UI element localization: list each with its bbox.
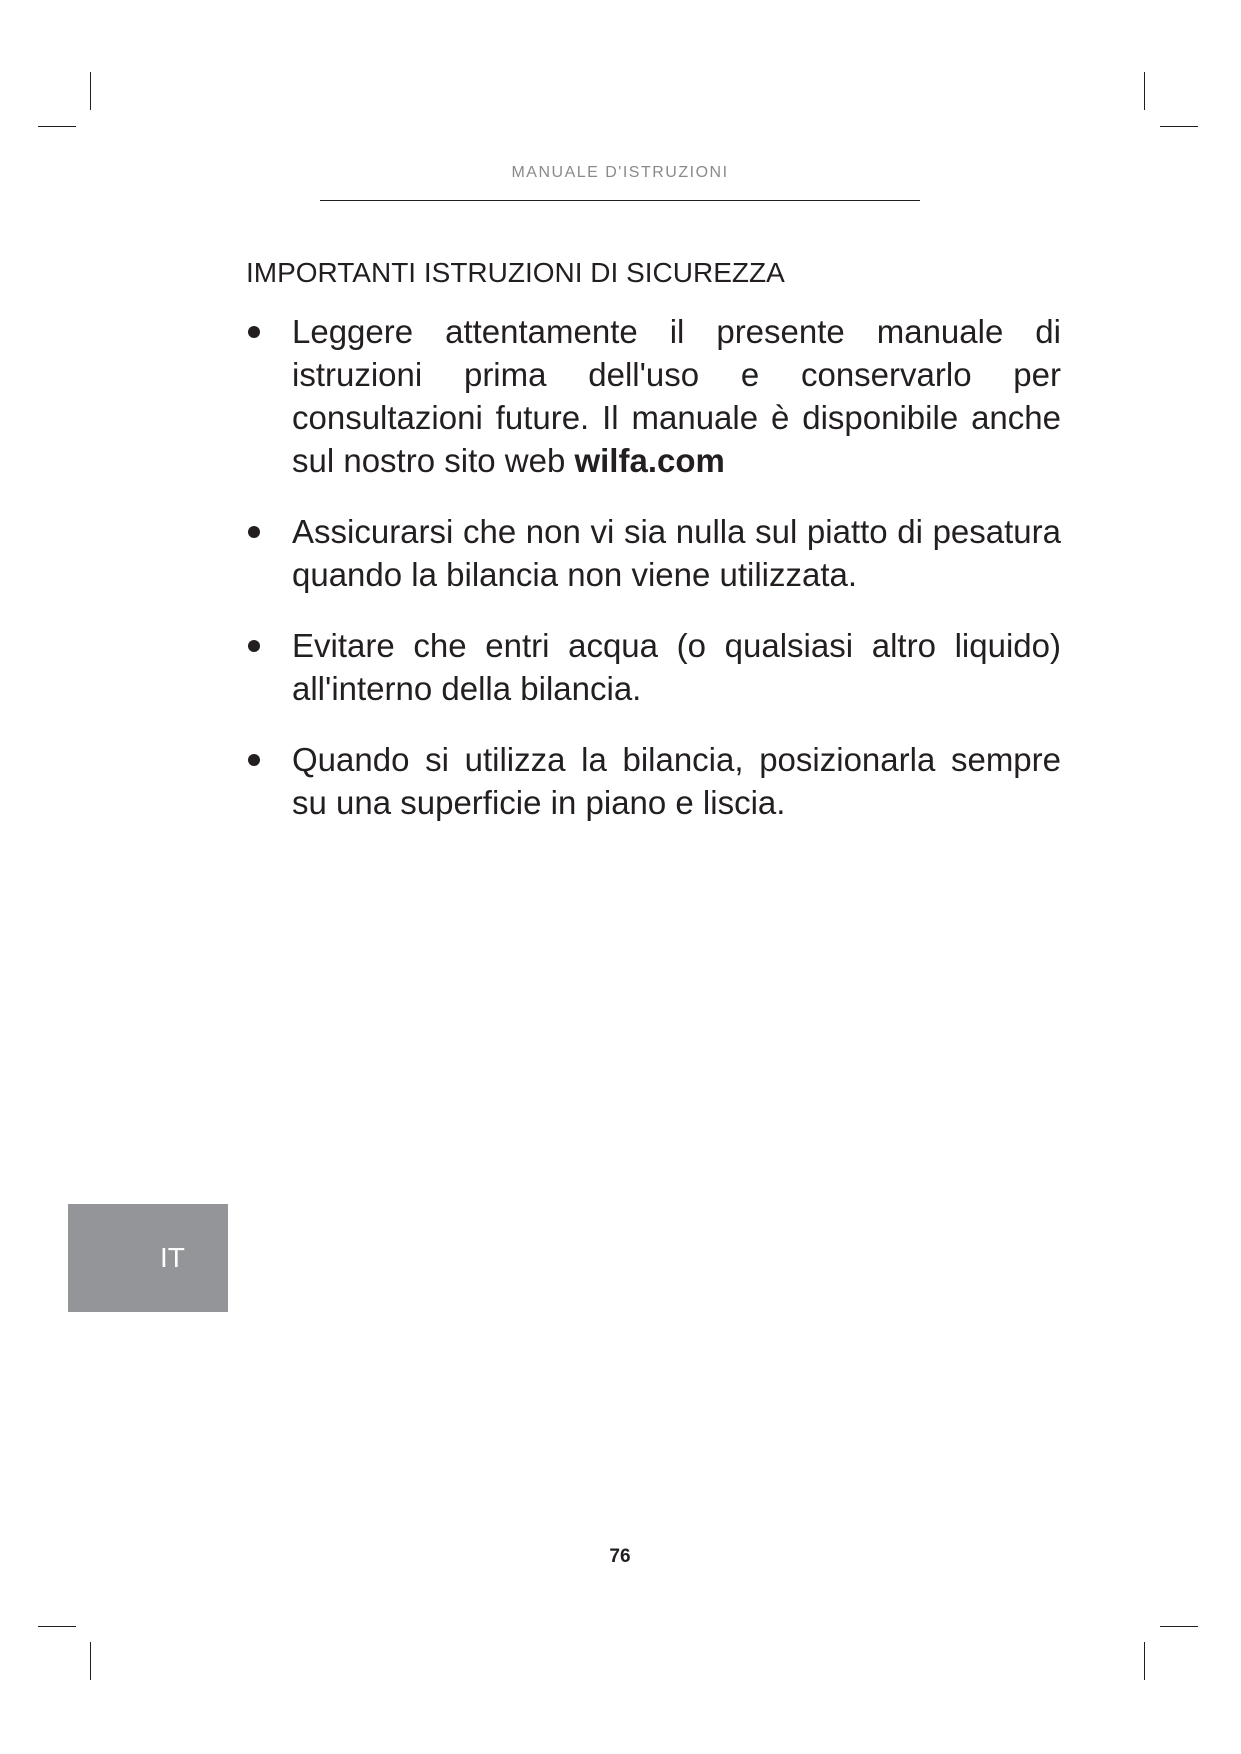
language-tab — [68, 1204, 228, 1312]
bullet-icon — [248, 326, 260, 338]
list-item — [246, 624, 1061, 710]
bullet-text: Quando si utilizza la bilancia, posizionarla sempre su una superficie in piano e liscia. — [292, 741, 1061, 821]
crop-mark-bottom-left-vertical — [90, 1642, 91, 1680]
website-link: wilfa.com — [574, 442, 725, 479]
bullet-icon — [248, 526, 260, 538]
crop-mark-bottom-left-horizontal — [38, 1626, 76, 1627]
running-header: MANUALE D'ISTRUZIONI — [511, 164, 729, 181]
list-item — [246, 510, 1061, 596]
list-item — [246, 738, 1061, 824]
crop-mark-top-right-horizontal — [1160, 126, 1198, 127]
safety-instructions-list — [246, 310, 1061, 852]
crop-mark-top-right-vertical — [1144, 72, 1145, 110]
page-number: 76 — [609, 1546, 631, 1567]
header-rule — [320, 200, 920, 201]
crop-mark-top-left-horizontal — [38, 126, 76, 127]
language-tab-label: IT — [160, 1242, 185, 1273]
list-item — [246, 310, 1061, 482]
section-title: IMPORTANTI ISTRUZIONI DI SICUREZZA — [246, 257, 785, 288]
bullet-icon — [248, 754, 260, 766]
bullet-text: Leggere attentamente il presente manuale di istruzioni prima dell'uso e conservarlo per consultazioni future. Il manuale è disponibile anche sul nostro sito web — [292, 313, 1061, 479]
crop-mark-bottom-right-horizontal — [1160, 1626, 1198, 1627]
crop-mark-bottom-right-vertical — [1144, 1642, 1145, 1680]
bullet-icon — [248, 640, 260, 652]
bullet-text: Evitare che entri acqua (o qualsiasi altro liquido) all'interno della bilancia. — [292, 627, 1061, 707]
crop-mark-top-left-vertical — [90, 72, 91, 110]
bullet-text: Assicurarsi che non vi sia nulla sul piatto di pesatura quando la bilancia non viene utilizzata. — [292, 513, 1061, 593]
